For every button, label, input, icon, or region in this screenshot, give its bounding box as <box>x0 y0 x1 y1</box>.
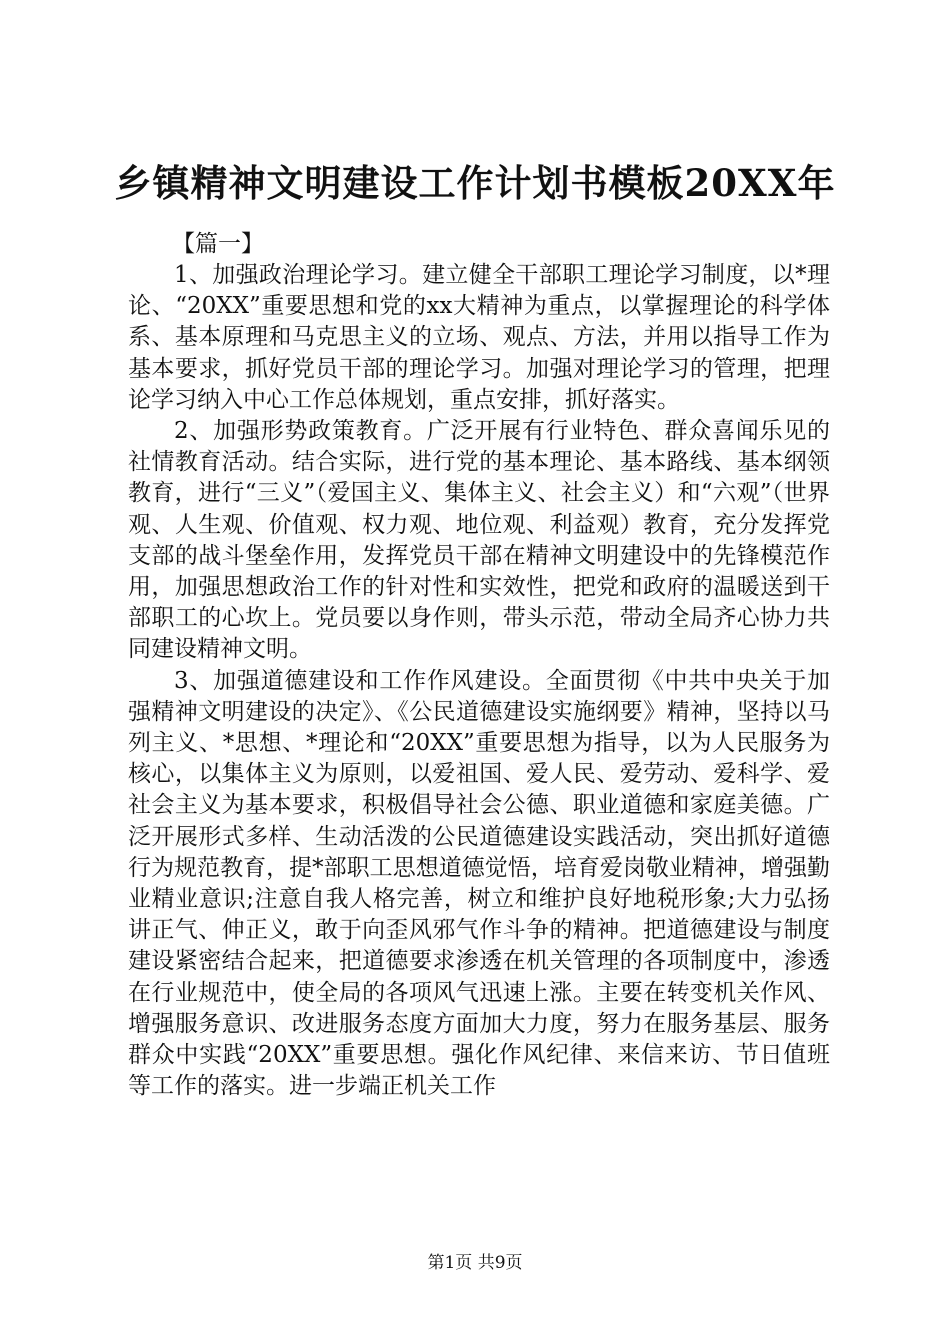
section-label: 【篇一】 <box>172 231 264 257</box>
document-body <box>128 260 830 1102</box>
paragraph-3: 3、加强道德建设和工作作风建设。全面贯彻《中共中央关于加强精神文明建设的决定》、《公民道德建设实施纲要》精神，坚持以马列主义、*思想、*理论和“20XX”重要思想为指导，以为人民服务为核心，以集体主义为原则，以爱祖国、爱人民、爱劳动、爱科学、爱社会主义为基本要求，积极倡导社会公德、职业道德和家庭美德。广泛开展形式多样、生动活泼的公民道德建设实践活动，突出抓好道德行为规范教育，提*部职工思想道德觉悟，培育爱岗敬业精神，增强勤业精业意识;注意自我人格完善，树立和维护良好地税形象;大力弘扬讲正气、伸正义，敢于向歪风邪气作斗争的精神。把道德建设与制度建设紧密结合起来，把道德要求渗透在机关管理的各项制度中，渗透在行业规范中，使全局的各项风气迅速上涨。主要在转变机关作风、增强服务意识、改进服务态度方面加大力度，努力在服务基层、服务群众中实践“20XX”重要思想。强化作风纪律、来信来访、节日值班等工作的落实。进一步端正机关工作 <box>128 667 830 1100</box>
paragraph-2: 2、加强形势政策教育。广泛开展有行业特色、群众喜闻乐见的社情教育活动。结合实际，进行党的基本理论、基本路线、基本纲领教育，进行“三义”（爱国主义、集体主义、社会主义）和“六观”（世界观、人生观、价值观、权力观、地位观、利益观）教育，充分发挥党支部的战斗堡垒作用，发挥党员干部在精神文明建设中的先锋模范作用，加强思想政治工作的针对性和实效性，把党和政府的温暖送到干部职工的心坎上。党员要以身作则，带头示范，带动全局齐心协力共同建设精神文明。 <box>128 418 830 663</box>
document-title: 乡镇精神文明建设工作计划书模板20XX年 <box>114 161 836 205</box>
paragraph-1: 1、加强政治理论学习。建立健全干部职工理论学习制度，以*理论、“20XX”重要思想和党的xx大精神为重点，以掌握理论的科学体系、基本原理和马克思主义的立场、观点、方法，并用以指导工作为基本要求，抓好党员干部的理论学习。加强对理论学习的管理，把理论学习纳入中心工作总体规划，重点安排，抓好落实。 <box>128 262 830 413</box>
page-footer: 第1页 共9页 <box>427 1253 523 1273</box>
